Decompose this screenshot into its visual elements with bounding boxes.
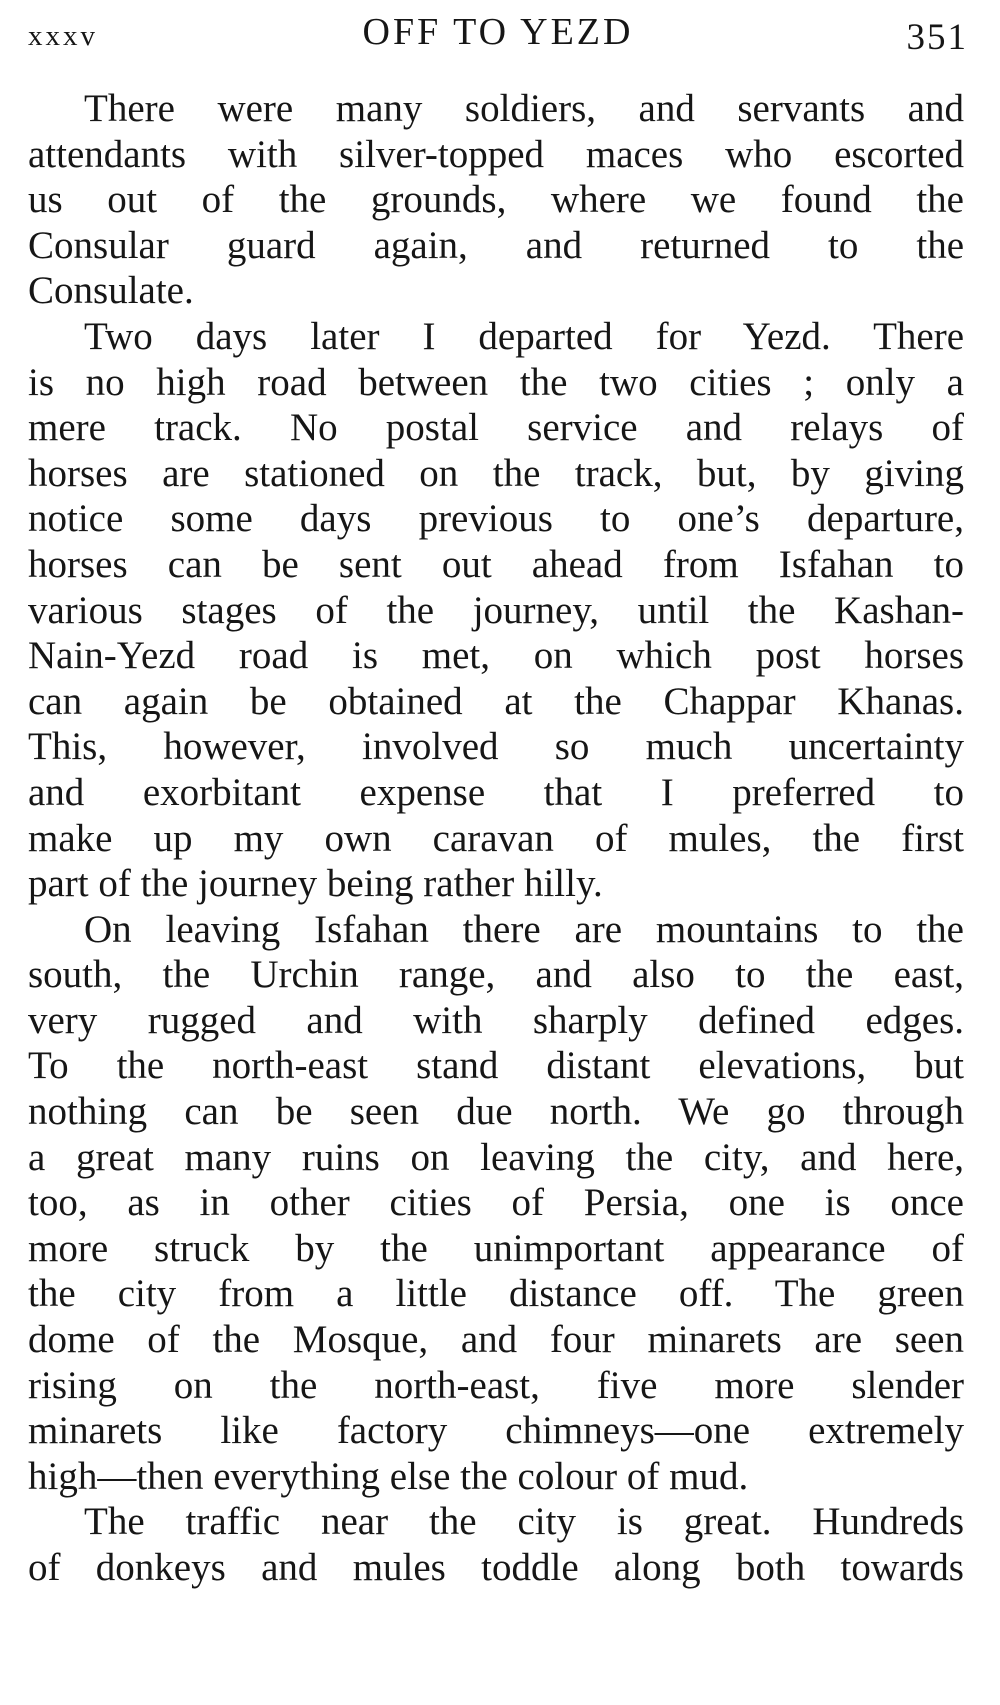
text-line: and exorbitant expense that I preferred to	[28, 770, 964, 814]
text-line: rising on the north-east, five more slender	[28, 1363, 964, 1407]
text-line: nothing can be seen due north. We go through	[28, 1090, 964, 1134]
text-line: a great many ruins on leaving the city, and here,	[28, 1135, 964, 1179]
text-line: Consular guard again, and returned to the	[28, 223, 964, 267]
text-line: horses can be sent out ahead from Isfahan to	[28, 542, 964, 586]
text-line: part of the journey being rather hilly.	[28, 862, 603, 906]
text-line: This, however, involved so much uncertainty	[28, 725, 964, 769]
text-line: more struck by the unimportant appearance of	[28, 1226, 964, 1270]
text-line: The traffic near the city is great. Hundreds	[84, 1500, 964, 1544]
chapter-number: xxxv	[28, 20, 98, 52]
text-line: south, the Urchin range, and also to the east,	[28, 953, 964, 997]
text-line: is no high road between the two cities ; only a	[28, 360, 964, 404]
text-line: the city from a little distance off. The green	[28, 1272, 964, 1316]
text-line: high—then everything else the colour of mud.	[28, 1454, 749, 1498]
text-line: us out of the grounds, where we found the	[28, 178, 964, 222]
text-line: too, as in other cities of Persia, one is once	[28, 1181, 964, 1225]
text-line: dome of the Mosque, and four minarets are seen	[28, 1318, 964, 1362]
text-line: of donkeys and mules toddle along both towards	[28, 1546, 964, 1589]
text-line: Nain-Yezd road is met, on which post horses	[28, 634, 964, 678]
text-line: various stages of the journey, until the Kashan-	[28, 588, 964, 632]
text-line: On leaving Isfahan there are mountains to the	[84, 907, 964, 951]
page-number: 351	[906, 17, 968, 58]
text-line: Two days later I departed for Yezd. There	[84, 314, 964, 358]
text-line: can again be obtained at the Chappar Khanas.	[28, 679, 964, 723]
text-line: attendants with silver-topped maces who escorted	[28, 132, 964, 176]
running-head	[28, 6, 968, 60]
text-line: To the north-east stand distant elevations, but	[28, 1044, 964, 1088]
text-line: notice some days previous to one’s departure,	[28, 497, 964, 541]
text-line: make up my own caravan of mules, the first	[28, 816, 964, 860]
text-line: There were many soldiers, and servants and	[84, 87, 964, 130]
text-line: mere track. No postal service and relays of	[28, 406, 964, 450]
text-line: Consulate.	[28, 269, 194, 313]
running-title: OFF TO YEZD	[362, 11, 634, 53]
text-line: minarets like factory chimneys—one extremely	[28, 1409, 964, 1453]
body-text	[28, 86, 964, 1591]
text-line: very rugged and with sharply defined edges.	[28, 998, 964, 1042]
text-line: horses are stationed on the track, but, by giving	[28, 451, 964, 495]
